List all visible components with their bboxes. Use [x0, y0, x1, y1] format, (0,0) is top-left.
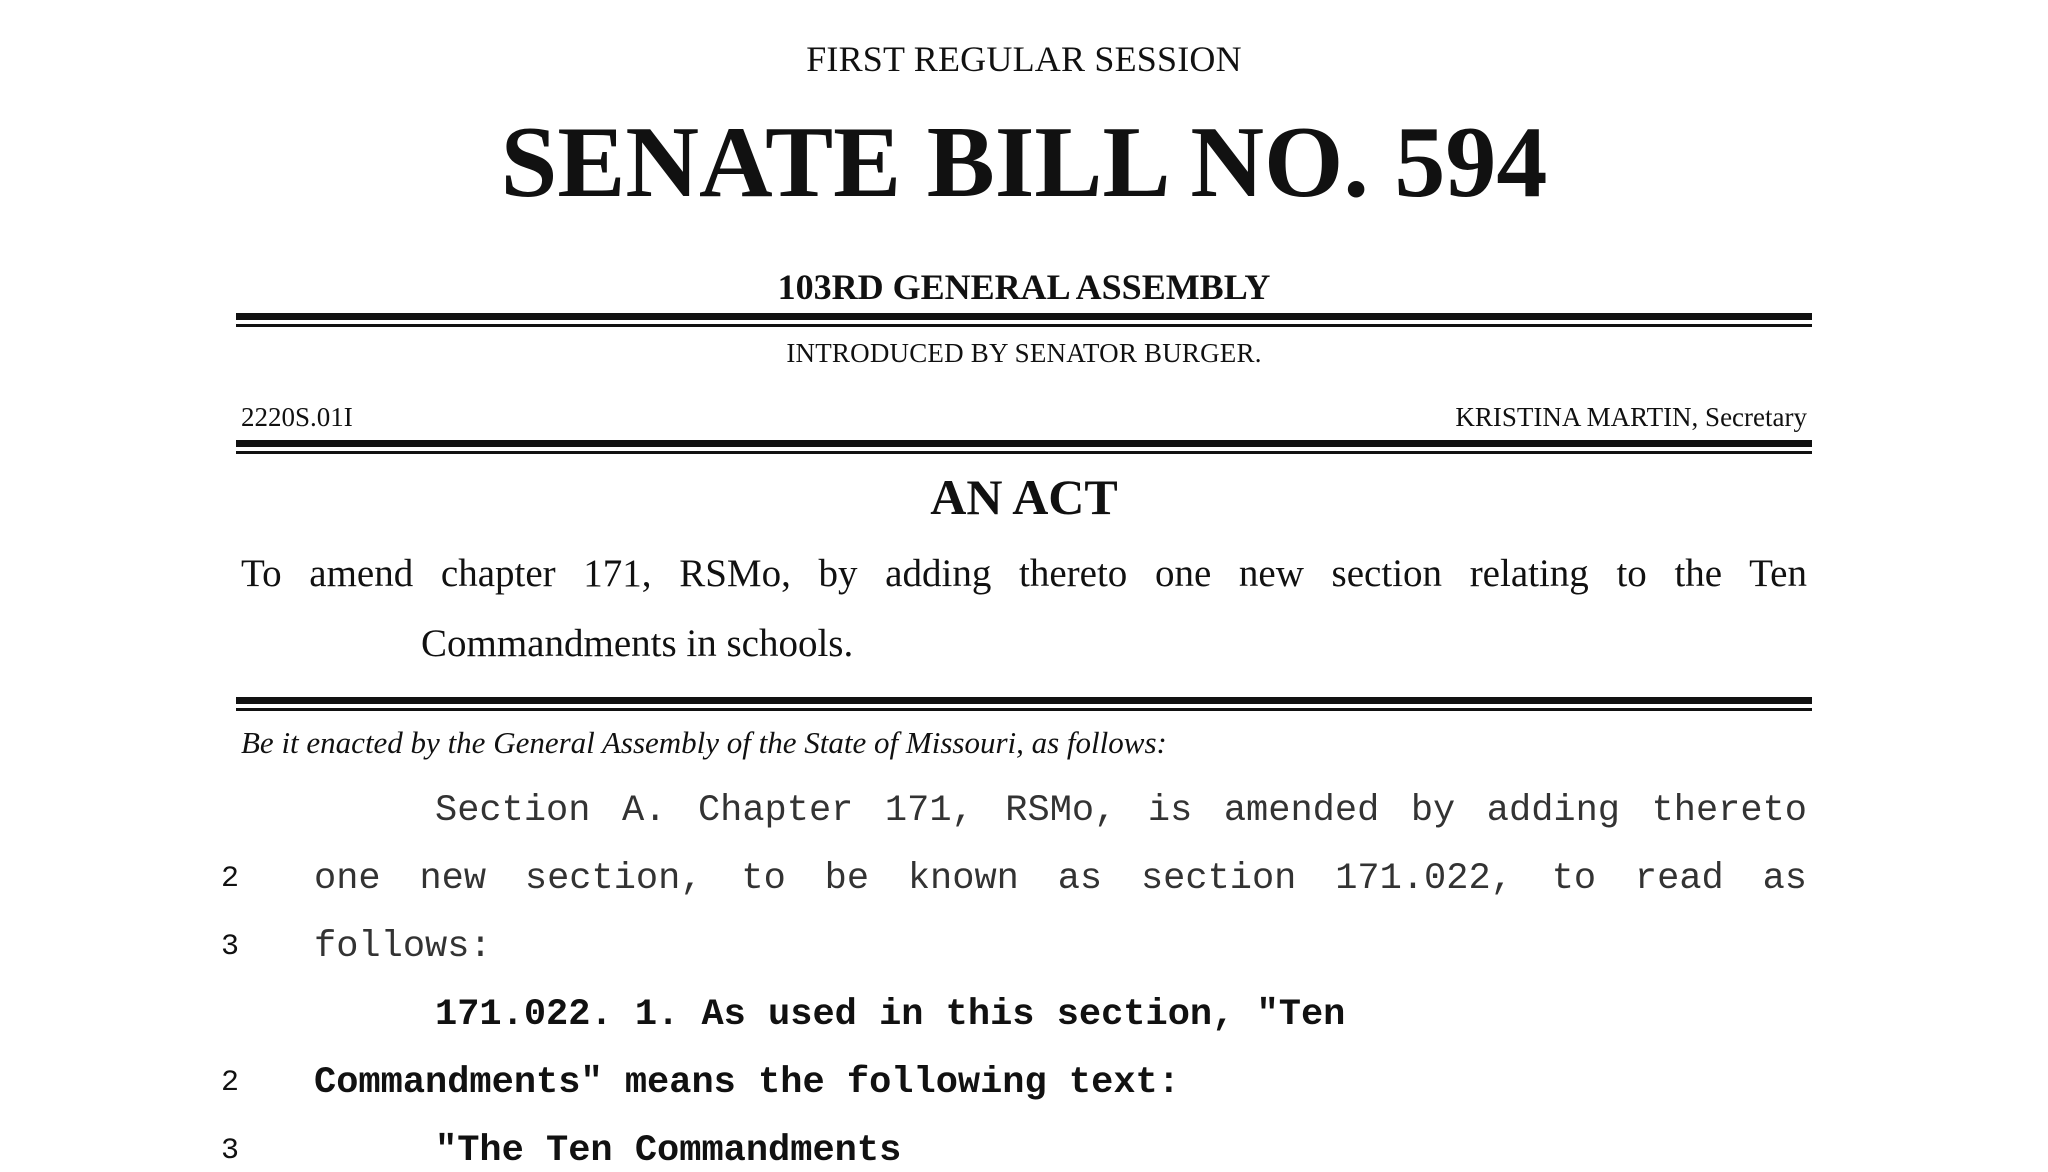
introduced-by: INTRODUCED BY SENATOR BURGER. [786, 338, 1262, 368]
act-title-line-1: To amend chapter 171, RSMo, by adding thereto one new section relating to the Ten [241, 552, 1807, 595]
general-assembly-label: 103RD GENERAL ASSEMBLY [777, 267, 1271, 307]
section-a-line-2: one new section, to be known as section 171.022, to read as [314, 858, 1807, 900]
section-a-line-3: follows: [314, 926, 492, 968]
line-number: 3 [221, 1134, 240, 1168]
line-number: 2 [221, 862, 240, 896]
enacting-clause: Be it enacted by the General Assembly of the State of Missouri, as follows: [241, 725, 1167, 760]
secretary-name: KRISTINA MARTIN, Secretary [1455, 402, 1807, 432]
double-rule-mid-thick [236, 440, 1812, 447]
act-heading: AN ACT [930, 469, 1118, 525]
double-rule-top-thick [236, 313, 1812, 320]
act-title-line-2: Commandments in schools. [421, 622, 854, 665]
double-rule-bottom-thin [236, 708, 1812, 711]
section-171-line-3: "The Ten Commandments [435, 1130, 902, 1172]
line-number: 3 [221, 930, 240, 964]
lr-number: 2220S.01I [241, 402, 353, 432]
section-a-line-1: Section A. Chapter 171, RSMo, is amended by adding thereto [435, 790, 1807, 832]
bill-title: SENATE BILL NO. 594 [500, 106, 1548, 219]
double-rule-bottom-thick [236, 697, 1812, 704]
section-171-line-1: 171.022. 1. As used in this section, "Ten [435, 994, 1346, 1036]
section-171-line-2: Commandments" means the following text: [314, 1062, 1180, 1104]
double-rule-mid-thin [236, 451, 1812, 454]
session-label: FIRST REGULAR SESSION [806, 39, 1242, 79]
double-rule-top-thin [236, 324, 1812, 327]
line-number: 2 [221, 1066, 240, 1100]
